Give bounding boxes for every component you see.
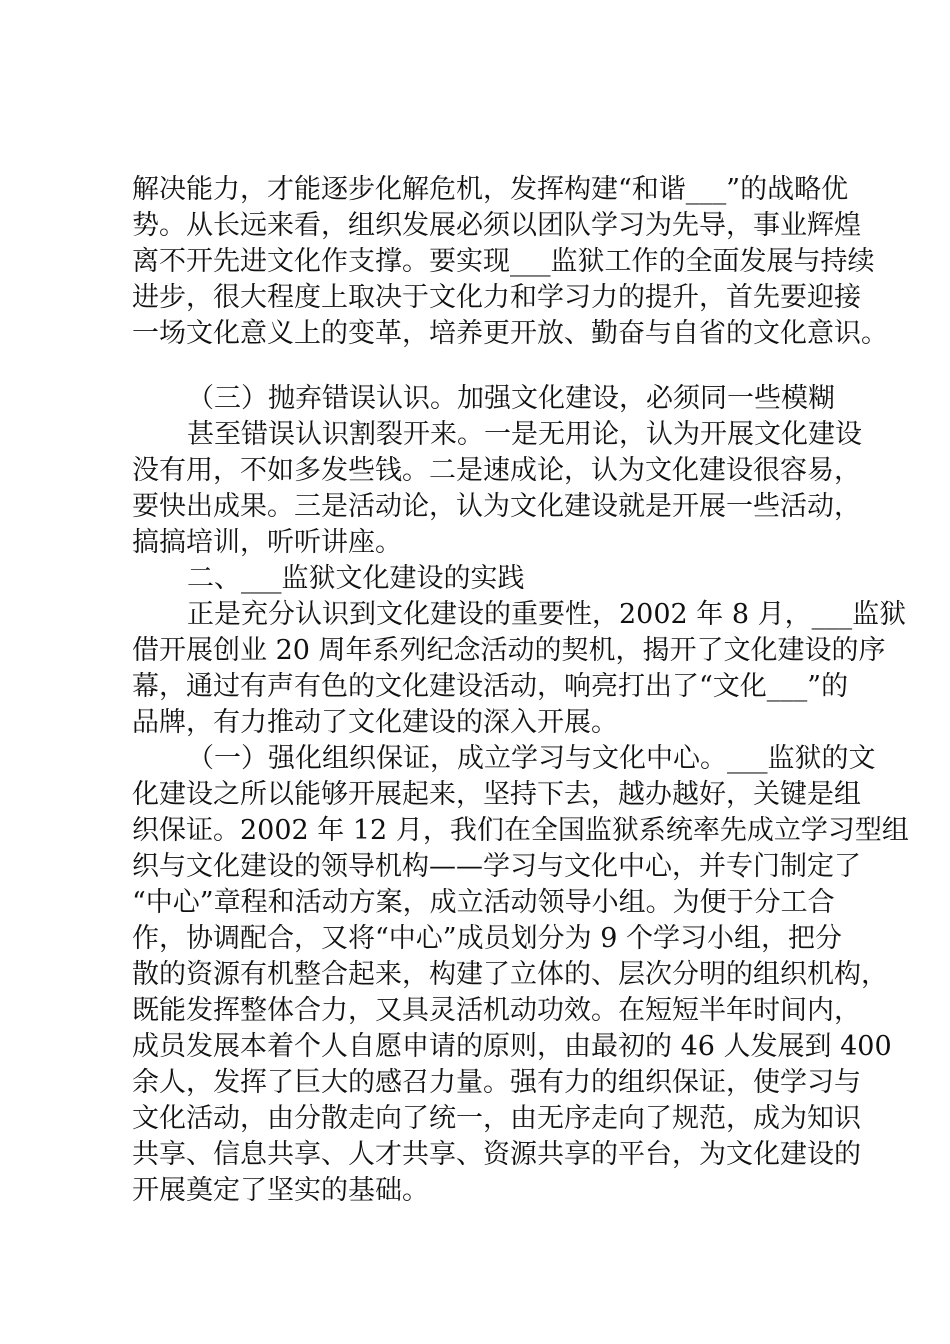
text-line: 一场文化意义上的变革，培养更开放、勤奋与自省的文化意识。 (132, 318, 888, 349)
section-heading-one: （一）强化组织保证，成立学习与文化中心。___监狱的文 (187, 743, 876, 774)
chapter-heading-two: 二、___监狱文化建设的实践 (187, 563, 525, 594)
text-line: 进步，很大程度上取决于文化力和学习力的提升，首先要迎接 (132, 282, 861, 313)
section-heading-three: （三）抛弃错误认识。加强文化建设，必须同一些模糊 (187, 383, 835, 414)
text-line: 织保证。2002 年 12 月，我们在全国监狱系统率先成立学习型组 (132, 815, 909, 846)
text-line: 解决能力，才能逐步化解危机，发挥构建“和谐___”的战略优 (132, 174, 849, 205)
text-line: 作，协调配合，又将“中心”成员划分为 9 个学习小组，把分 (132, 923, 842, 954)
text-line: 正是充分认识到文化建设的重要性，2002 年 8 月，___监狱 (187, 599, 907, 630)
text-line: 余人，发挥了巨大的感召力量。强有力的组织保证，使学习与 (132, 1067, 861, 1098)
text-line: 要快出成果。三是活动论，认为文化建设就是开展一些活动， (132, 491, 861, 522)
text-line: 散的资源有机整合起来，构建了立体的、层次分明的组织机构， (132, 959, 888, 990)
text-line: 没有用，不如多发些钱。二是速成论，认为文化建设很容易， (132, 455, 861, 486)
text-line: 搞搞培训，听听讲座。 (132, 527, 402, 558)
text-line: 既能发挥整体合力，又具灵活机动功效。在短短半年时间内， (132, 995, 861, 1026)
text-line: 化建设之所以能够开展起来，坚持下去，越办越好，关键是组 (132, 779, 861, 810)
text-line: 成员发展本着个人自愿申请的原则，由最初的 46 人发展到 400 (132, 1031, 892, 1062)
text-line: 离不开先进文化作支撑。要实现___监狱工作的全面发展与持续 (132, 246, 875, 277)
text-line: 借开展创业 20 周年系列纪念活动的契机，揭开了文化建设的序 (132, 635, 886, 666)
text-line: 品牌，有力推动了文化建设的深入开展。 (132, 707, 618, 738)
text-line: 织与文化建设的领导机构——学习与文化中心，并专门制定了 (132, 851, 861, 882)
text-line: 共享、信息共享、人才共享、资源共享的平台，为文化建设的 (132, 1139, 861, 1170)
text-line: 文化活动，由分散走向了统一，由无序走向了规范，成为知识 (132, 1103, 861, 1134)
text-line: 势。从长远来看，组织发展必须以团队学习为先导，事业辉煌 (132, 210, 861, 241)
text-line: 开展奠定了坚实的基础。 (132, 1175, 429, 1206)
text-line: “中心”章程和活动方案，成立活动领导小组。为便于分工合 (132, 887, 835, 918)
text-line: 幕，通过有声有色的文化建设活动，响亮打出了“文化___”的 (132, 671, 849, 702)
text-line: 甚至错误认识割裂开来。一是无用论，认为开展文化建设 (187, 419, 862, 450)
